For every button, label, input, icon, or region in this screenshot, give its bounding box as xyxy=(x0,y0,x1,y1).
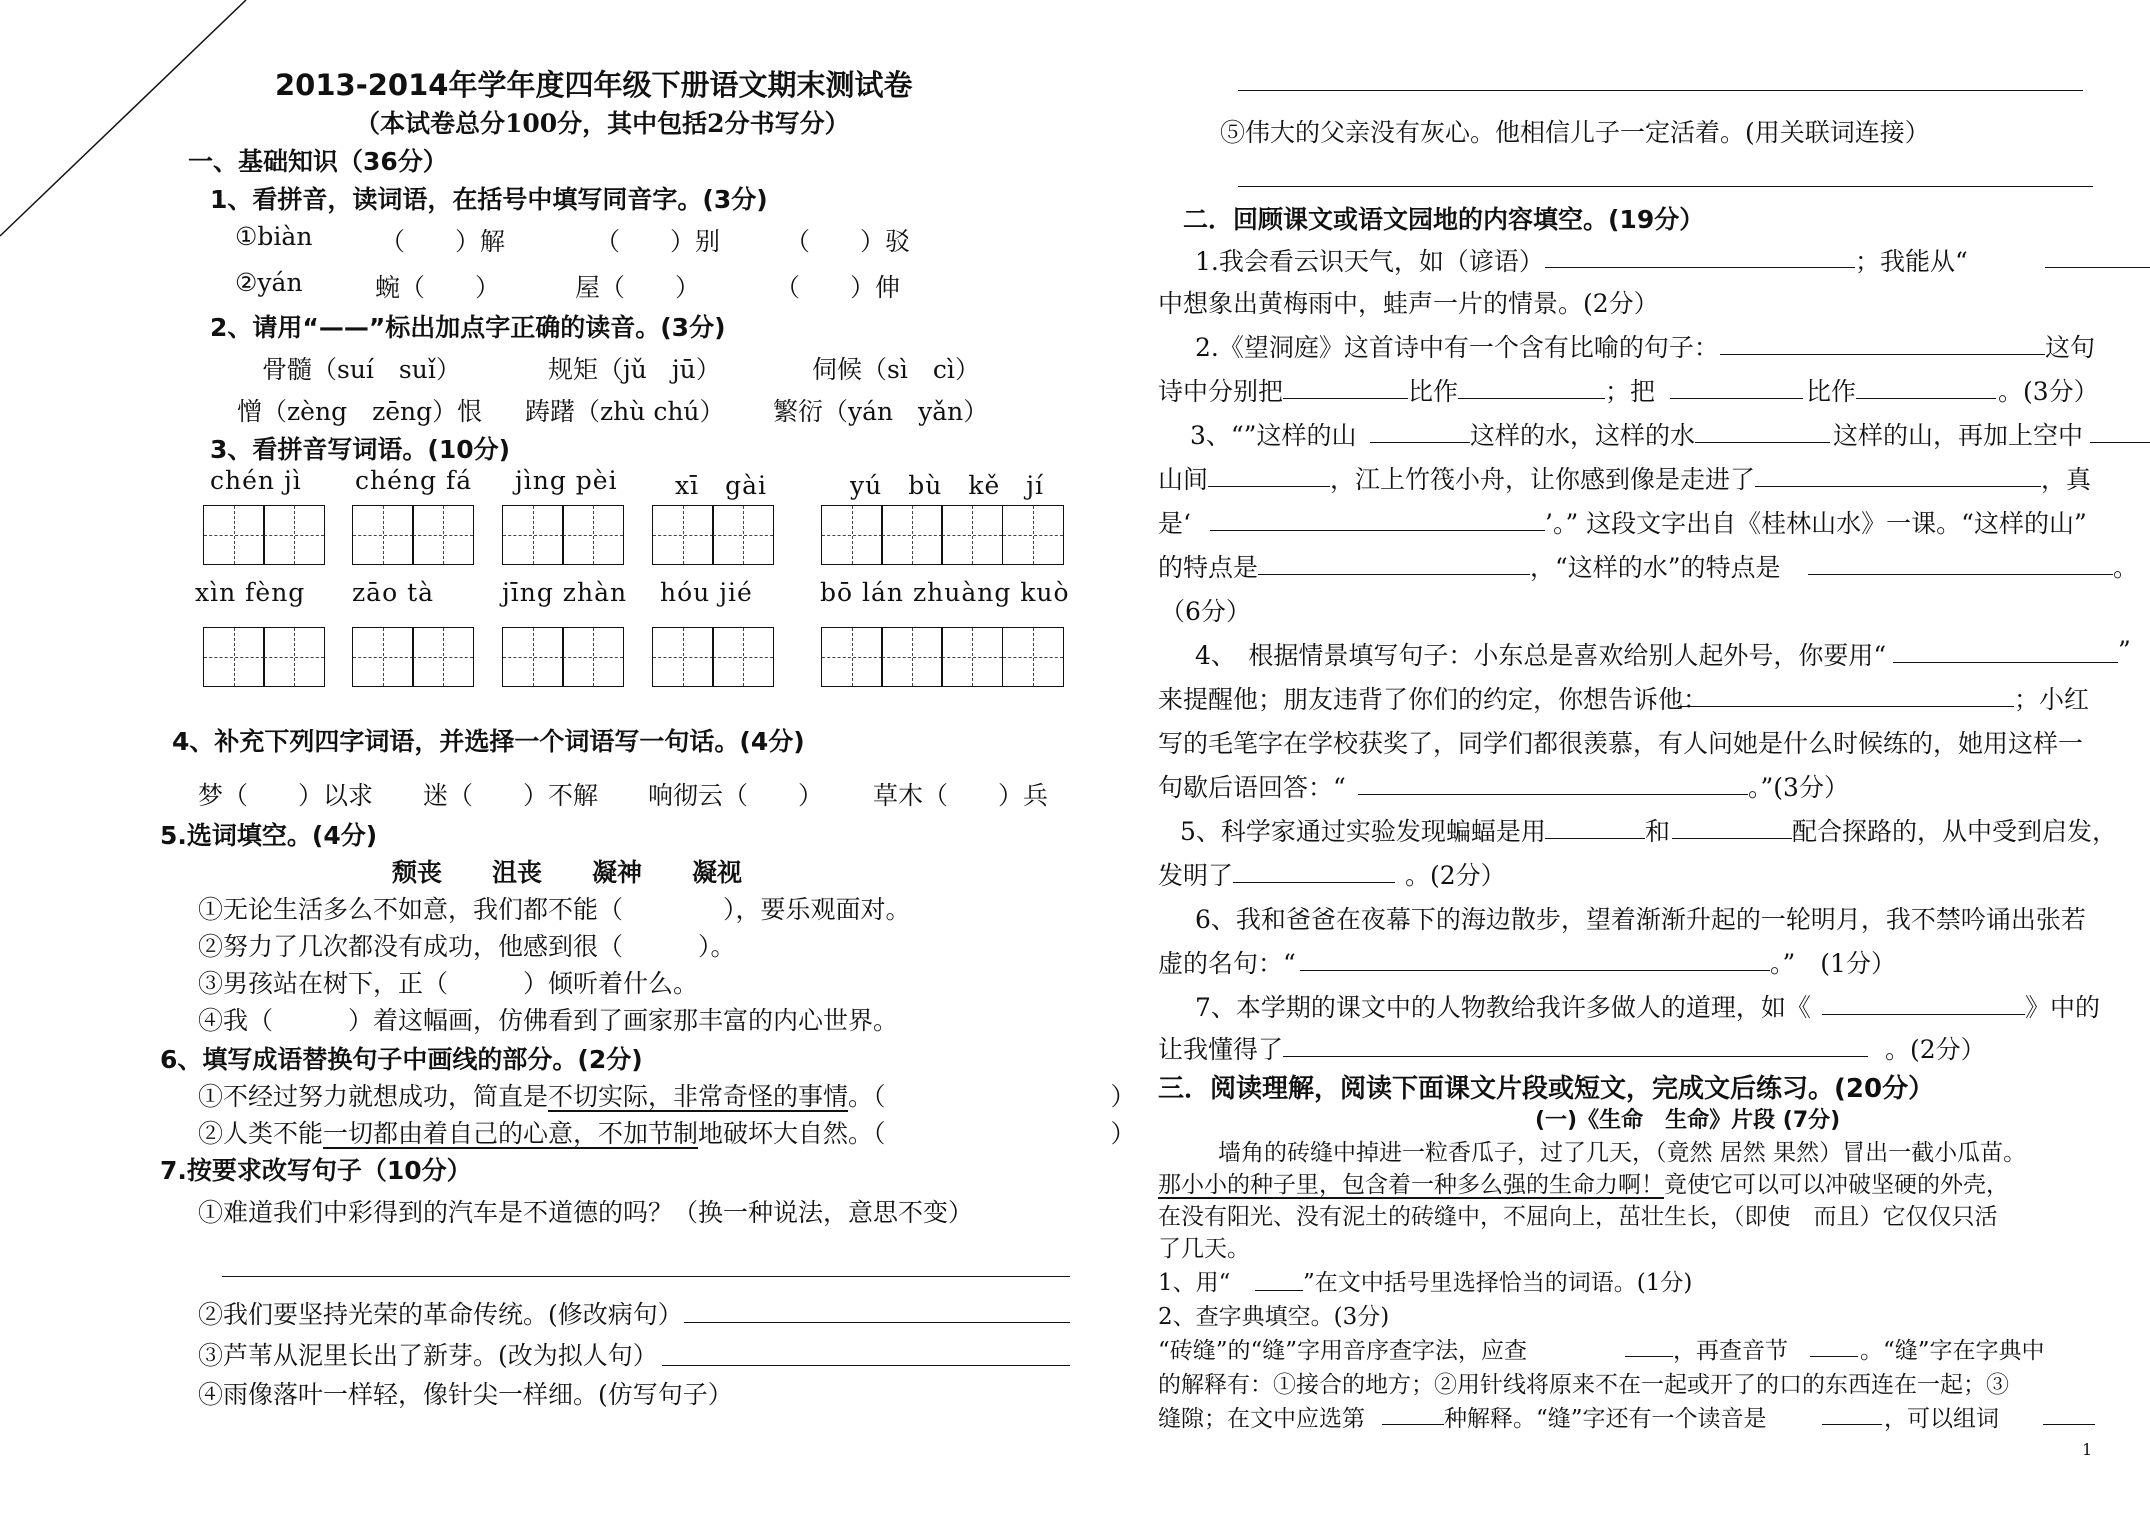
s2-l5c: 配合探路的，从中受到启发， xyxy=(1792,817,2118,846)
q1-row1-d: （ ）驳 xyxy=(785,227,911,256)
char-grid-7[interactable] xyxy=(352,627,472,687)
s2-l3h: ’。” 这段文字出自《桂林山水》一课。“这样的山” xyxy=(1545,509,2087,538)
s2-blank-7[interactable] xyxy=(1856,398,1996,399)
s2-blank-2[interactable] xyxy=(2045,267,2150,268)
section-1-heading: 一、基础知识（36分） xyxy=(188,147,448,176)
s2-blank-21[interactable] xyxy=(1233,882,1395,883)
q1-title: 1、看拼音，读词语，在括号中填写同音字。(3分) xyxy=(210,185,768,214)
s2-l7d: 。(2分） xyxy=(1885,1035,1986,1064)
q6-item-1-pre: ①不经过努力就想成功，简直是 xyxy=(198,1082,549,1111)
s2-blank-23[interactable] xyxy=(1822,1014,2025,1015)
s2-l4c: 来提醒他；朋友违背了你们的约定，你想告诉他： xyxy=(1158,685,1709,714)
s2-l4d: ；小红 xyxy=(2014,685,2090,714)
q4-item-4: 草木（ ）兵 xyxy=(873,781,1049,810)
s2-l3e: ，江上竹筏小舟，让你感到像是走进了 xyxy=(1330,465,1756,494)
s2-l3a: 3、“”这样的山 xyxy=(1190,421,1357,450)
s2-l2d: 比作 xyxy=(1408,377,1459,406)
q7-answer-line-5[interactable] xyxy=(1238,186,2093,187)
s2-blank-14[interactable] xyxy=(1258,574,1530,575)
q5-item-1: ①无论生活多么不如意，我们都不能（ ），要乐观面对。 xyxy=(198,895,911,924)
s2-blank-9[interactable] xyxy=(1695,442,1830,443)
s2-blank-6[interactable] xyxy=(1670,398,1803,399)
s3-t3a: “砖缝”的“缝”字用音序查字法，应查 xyxy=(1158,1338,1528,1364)
q6-item-1-underlined: 不切实际，非常奇怪的事情 xyxy=(548,1082,849,1111)
s2-blank-22[interactable] xyxy=(1300,970,1770,971)
s3-t1b: ”在文中括号里选择恰当的词语。(1分) xyxy=(1303,1270,1693,1296)
s3-blank-5[interactable] xyxy=(1822,1424,1882,1425)
s2-l2a: 2.《望洞庭》这首诗中有一个含有比喻的句子： xyxy=(1195,333,1719,362)
q7-answer-line-3[interactable] xyxy=(662,1365,1070,1366)
q7-item-4: ④雨像落叶一样轻，像针尖一样细。(仿写句子） xyxy=(198,1380,733,1409)
s2-l4a: 4、 根据情景填写句子：小东总是喜欢给别人起外号，你要用“ xyxy=(1195,641,1887,670)
q2-row1-a: 骨髓（suí suǐ） xyxy=(262,355,461,384)
q2-row1-b: 规矩（jǔ jū） xyxy=(548,355,721,384)
passage-line-3: 在没有阳光、没有泥土的砖缝中，不屈向上，茁壮生长，（即使 而且）它仅仅只活 xyxy=(1158,1204,1998,1230)
s3-t1a: 1、用“ xyxy=(1158,1270,1231,1296)
q6-item-1-post: 。（ ） xyxy=(848,1082,1136,1111)
s2-blank-3[interactable] xyxy=(1720,354,2045,355)
q1-row2-b: 蜿（ ） xyxy=(375,273,501,302)
s2-l5d: 发明了 xyxy=(1158,861,1234,890)
q5-item-2: ②努力了几次都没有成功，他感到很（ ）。 xyxy=(198,932,736,961)
q3-pinyin-7: zāo tà xyxy=(352,578,435,607)
s3-t3c: 。“缝”字在字典中 xyxy=(1860,1338,2045,1364)
q3-pinyin-5: yú bù kě jí xyxy=(850,471,1045,500)
s2-l2g: 。(3分） xyxy=(1998,377,2099,406)
s2-blank-8[interactable] xyxy=(1370,442,1470,443)
s2-l3c: 这样的山，再加上空中 xyxy=(1833,421,2084,450)
q5-word-2: 沮丧 xyxy=(492,858,543,887)
q3-title: 3、看拼音写词语。(10分) xyxy=(210,435,511,464)
passage-line-1: 墙角的砖缝中掉进一粒香瓜子，过了几天，（竟然 居然 果然）冒出一截小瓜苗。 xyxy=(1218,1140,2027,1166)
s2-blank-15[interactable] xyxy=(1808,574,2113,575)
s2-l5a: 5、科学家通过实验发现蝙蝠是用 xyxy=(1180,817,1546,846)
char-grid-8[interactable] xyxy=(502,627,622,687)
q2-row2-c: 繁衍（yán yǎn） xyxy=(773,397,989,426)
s2-blank-10[interactable] xyxy=(2090,442,2150,443)
q4-title: 4、补充下列四字词语，并选择一个词语写一句话。(4分) xyxy=(172,727,805,756)
s2-l2e: ；把 xyxy=(1605,377,1656,406)
q5-word-1: 颓丧 xyxy=(392,858,443,887)
s3-t5c: ，可以组词 xyxy=(1884,1406,1999,1432)
q6-title: 6、填写成语替换句子中画线的部分。(2分) xyxy=(160,1045,643,1074)
s2-l1b: ；我能从“ xyxy=(1855,247,1968,276)
top-answer-line[interactable] xyxy=(1238,90,2083,91)
s3-t4: 的解释有：①接合的地方；②用针线将原来不在一起或开了的口的东西连在一起；③ xyxy=(1158,1372,2009,1398)
s3-blank-3[interactable] xyxy=(1810,1356,1858,1357)
s2-l2f: 比作 xyxy=(1806,377,1857,406)
section-3-heading: 三．阅读理解，阅读下面课文片段或短文，完成文后练习。(20分） xyxy=(1158,1074,1935,1104)
s2-l4f: 句歇后语回答：“ xyxy=(1158,773,1346,802)
q6-item-2-post: 地破坏大自然。（ ） xyxy=(698,1119,1136,1148)
q7-answer-line-1[interactable] xyxy=(222,1276,1070,1277)
s2-blank-18[interactable] xyxy=(1358,794,1748,795)
q1-row1-a: ①biàn xyxy=(235,222,313,251)
s2-l6a: 6、我和爸爸在夜幕下的海边散步，望着渐渐升起的一轮明月，我不禁吟诵出张若 xyxy=(1195,905,2086,934)
s2-blank-12[interactable] xyxy=(1755,486,2041,487)
q3-pinyin-3: jìng pèi xyxy=(515,466,618,495)
q3-pinyin-9: hóu jié xyxy=(660,578,753,607)
char-grid-5[interactable] xyxy=(821,505,1062,565)
s2-l1c: 中想象出黄梅雨中，蛙声一片的情景。(2分） xyxy=(1158,289,1659,318)
q2-row2-b: 踌躇（zhù chú） xyxy=(525,397,725,426)
q5-word-4: 凝视 xyxy=(692,858,743,887)
s2-l3k: 。 xyxy=(2113,553,2139,582)
s3-t5b: 种解释。“缝”字还有一个读音是 xyxy=(1444,1406,1767,1432)
section-2-heading: 二．回顾课文或语文园地的内容填空。(19分） xyxy=(1183,205,1705,234)
s2-l1a: 1.我会看云识天气，如（谚语） xyxy=(1195,247,1544,276)
char-grid-3[interactable] xyxy=(502,505,622,565)
q5-word-3: 凝神 xyxy=(592,858,643,887)
q6-item-2-pre: ②人类不能 xyxy=(198,1119,324,1148)
page-title: 2013-2014年学年度四年级下册语文期末测试卷 xyxy=(275,68,913,102)
q4-item-1: 梦（ ）以求 xyxy=(198,781,374,810)
s2-l3d: 山间 xyxy=(1158,465,1209,494)
s2-blank-19[interactable] xyxy=(1545,838,1645,839)
q1-row2-a: ②yán xyxy=(235,268,303,297)
q3-pinyin-8: jīng zhàn xyxy=(502,578,628,607)
s2-l3g: 是‘ xyxy=(1158,509,1191,538)
s2-blank-17[interactable] xyxy=(1678,706,2014,707)
page-number: 1 xyxy=(2082,1440,2093,1459)
passage-subtitle: (一)《生命 生命》片段 (7分) xyxy=(1535,1108,1841,1133)
q4-item-3: 响彻云（ ） xyxy=(648,781,824,810)
s2-l5b: 和 xyxy=(1645,817,1671,846)
s3-blank-4[interactable] xyxy=(1382,1424,1444,1425)
passage-line-4: 了几天。 xyxy=(1158,1236,1250,1262)
char-grid-1[interactable] xyxy=(203,505,323,565)
q6-item-2 xyxy=(198,1114,1136,1150)
q3-pinyin-6: xìn fèng xyxy=(195,578,306,607)
q2-row1-c: 伺候（sì cì） xyxy=(812,355,980,384)
q3-pinyin-2: chéng fá xyxy=(355,466,473,495)
s2-blank-16[interactable] xyxy=(1893,662,2118,663)
s2-l7c: 让我懂得了 xyxy=(1158,1035,1284,1064)
s2-l3f: ，真 xyxy=(2041,465,2092,494)
s2-l7a: 7、本学期的课文中的人物教给我许多做人的道理，如《 xyxy=(1195,993,1811,1022)
s2-l6b: 虚的名句：“ xyxy=(1158,949,1296,978)
q5-title: 5.选词填空。(4分) xyxy=(160,821,378,850)
s2-blank-5[interactable] xyxy=(1458,398,1605,399)
s2-l7b: 》中的 xyxy=(2025,993,2101,1022)
page-subtitle: （本试卷总分100分，其中包括2分书写分） xyxy=(355,109,850,138)
q5-item-4: ④我（ ）着这幅画，仿佛看到了画家那丰富的内心世界。 xyxy=(198,1006,899,1035)
char-grid-4[interactable] xyxy=(652,505,772,565)
s2-blank-1[interactable] xyxy=(1545,267,1855,268)
s3-t3b: ，再查音节 xyxy=(1673,1338,1788,1364)
q7-item-3: ③芦苇从泥里长出了新芽。(改为拟人句） xyxy=(198,1341,658,1370)
passage-line-2 xyxy=(1158,1166,2009,1199)
s2-l4g: 。”(3分） xyxy=(1748,773,1849,802)
s2-l3l: （6分） xyxy=(1160,597,1251,626)
s2-blank-24[interactable] xyxy=(1283,1056,1868,1057)
s3-t5a: 缝隙；在文中应选第 xyxy=(1158,1406,1365,1432)
s2-blank-20[interactable] xyxy=(1672,838,1792,839)
q7-item-1: ①难道我们中彩得到的汽车是不道德的吗？（换一种说法，意思不变） xyxy=(198,1198,974,1227)
passage-line-2-rest: 竟使它可以可以冲破坚硬的外壳， xyxy=(1664,1172,2009,1198)
s2-l5e: 。(2分） xyxy=(1405,861,1506,890)
q7-answer-line-2[interactable] xyxy=(684,1322,1070,1323)
char-grid-2[interactable] xyxy=(352,505,472,565)
q5-item-3: ③男孩站在树下，正（ ）倾听着什么。 xyxy=(198,969,699,998)
q3-pinyin-4: xī gài xyxy=(675,471,767,500)
s3-blank-2[interactable] xyxy=(1625,1356,1673,1357)
q2-title: 2、请用“——”标出加点字正确的读音。(3分) xyxy=(210,313,726,342)
q7-item-5: ⑤伟大的父亲没有灰心。他相信儿子一定活着。(用关联词连接） xyxy=(1220,118,1930,147)
s3-t2: 2、查字典填空。(3分) xyxy=(1158,1304,1390,1330)
q7-item-2: ②我们要坚持光荣的革命传统。(修改病句） xyxy=(198,1300,683,1329)
s2-l4e: 写的毛笔字在学校获奖了，同学们都很羡慕，有人问她是什么时候练的，她用这样一 xyxy=(1158,729,2084,758)
q2-row2-a: 憎（zèng zēng）恨 xyxy=(237,397,483,426)
s2-l2b: 这句 xyxy=(2045,333,2096,362)
q1-row2-c: 屋（ ） xyxy=(575,273,701,302)
char-grid-6[interactable] xyxy=(203,627,323,687)
q3-pinyin-10: bō lán zhuàng kuò xyxy=(820,578,1070,607)
s2-l4b: ” xyxy=(2118,636,2131,665)
passage-underlined: 那小小的种子里，包含着一种多么强的生命力啊！ xyxy=(1158,1172,1664,1198)
s2-l6c: 。” (1分） xyxy=(1770,949,1896,978)
q1-row1-c: （ ）别 xyxy=(595,227,721,256)
s2-l3j: ，“这样的水”的特点是 xyxy=(1530,553,1781,582)
q7-title: 7.按要求改写句子（10分） xyxy=(160,1156,472,1185)
char-grid-10[interactable] xyxy=(821,627,1062,687)
q1-row1-b: （ ）解 xyxy=(380,227,506,256)
s2-blank-4[interactable] xyxy=(1283,398,1408,399)
q3-pinyin-1: chén jì xyxy=(210,466,302,495)
s2-l2c: 诗中分别把 xyxy=(1158,377,1284,406)
s2-blank-11[interactable] xyxy=(1208,486,1330,487)
q6-item-1 xyxy=(198,1077,1136,1113)
s3-blank-6[interactable] xyxy=(2043,1424,2095,1425)
q6-item-2-underlined: 一切都由着自己的心意，不加节制 xyxy=(323,1119,699,1148)
char-grid-9[interactable] xyxy=(652,627,772,687)
s3-blank-1[interactable] xyxy=(1255,1290,1303,1291)
q4-item-2: 迷（ ）不解 xyxy=(423,781,599,810)
q1-row2-d: （ ）伸 xyxy=(775,273,901,302)
s2-blank-13[interactable] xyxy=(1210,530,1545,531)
s2-l3b: 这样的水，这样的水 xyxy=(1470,421,1696,450)
s2-l3i: 的特点是 xyxy=(1158,553,1259,582)
